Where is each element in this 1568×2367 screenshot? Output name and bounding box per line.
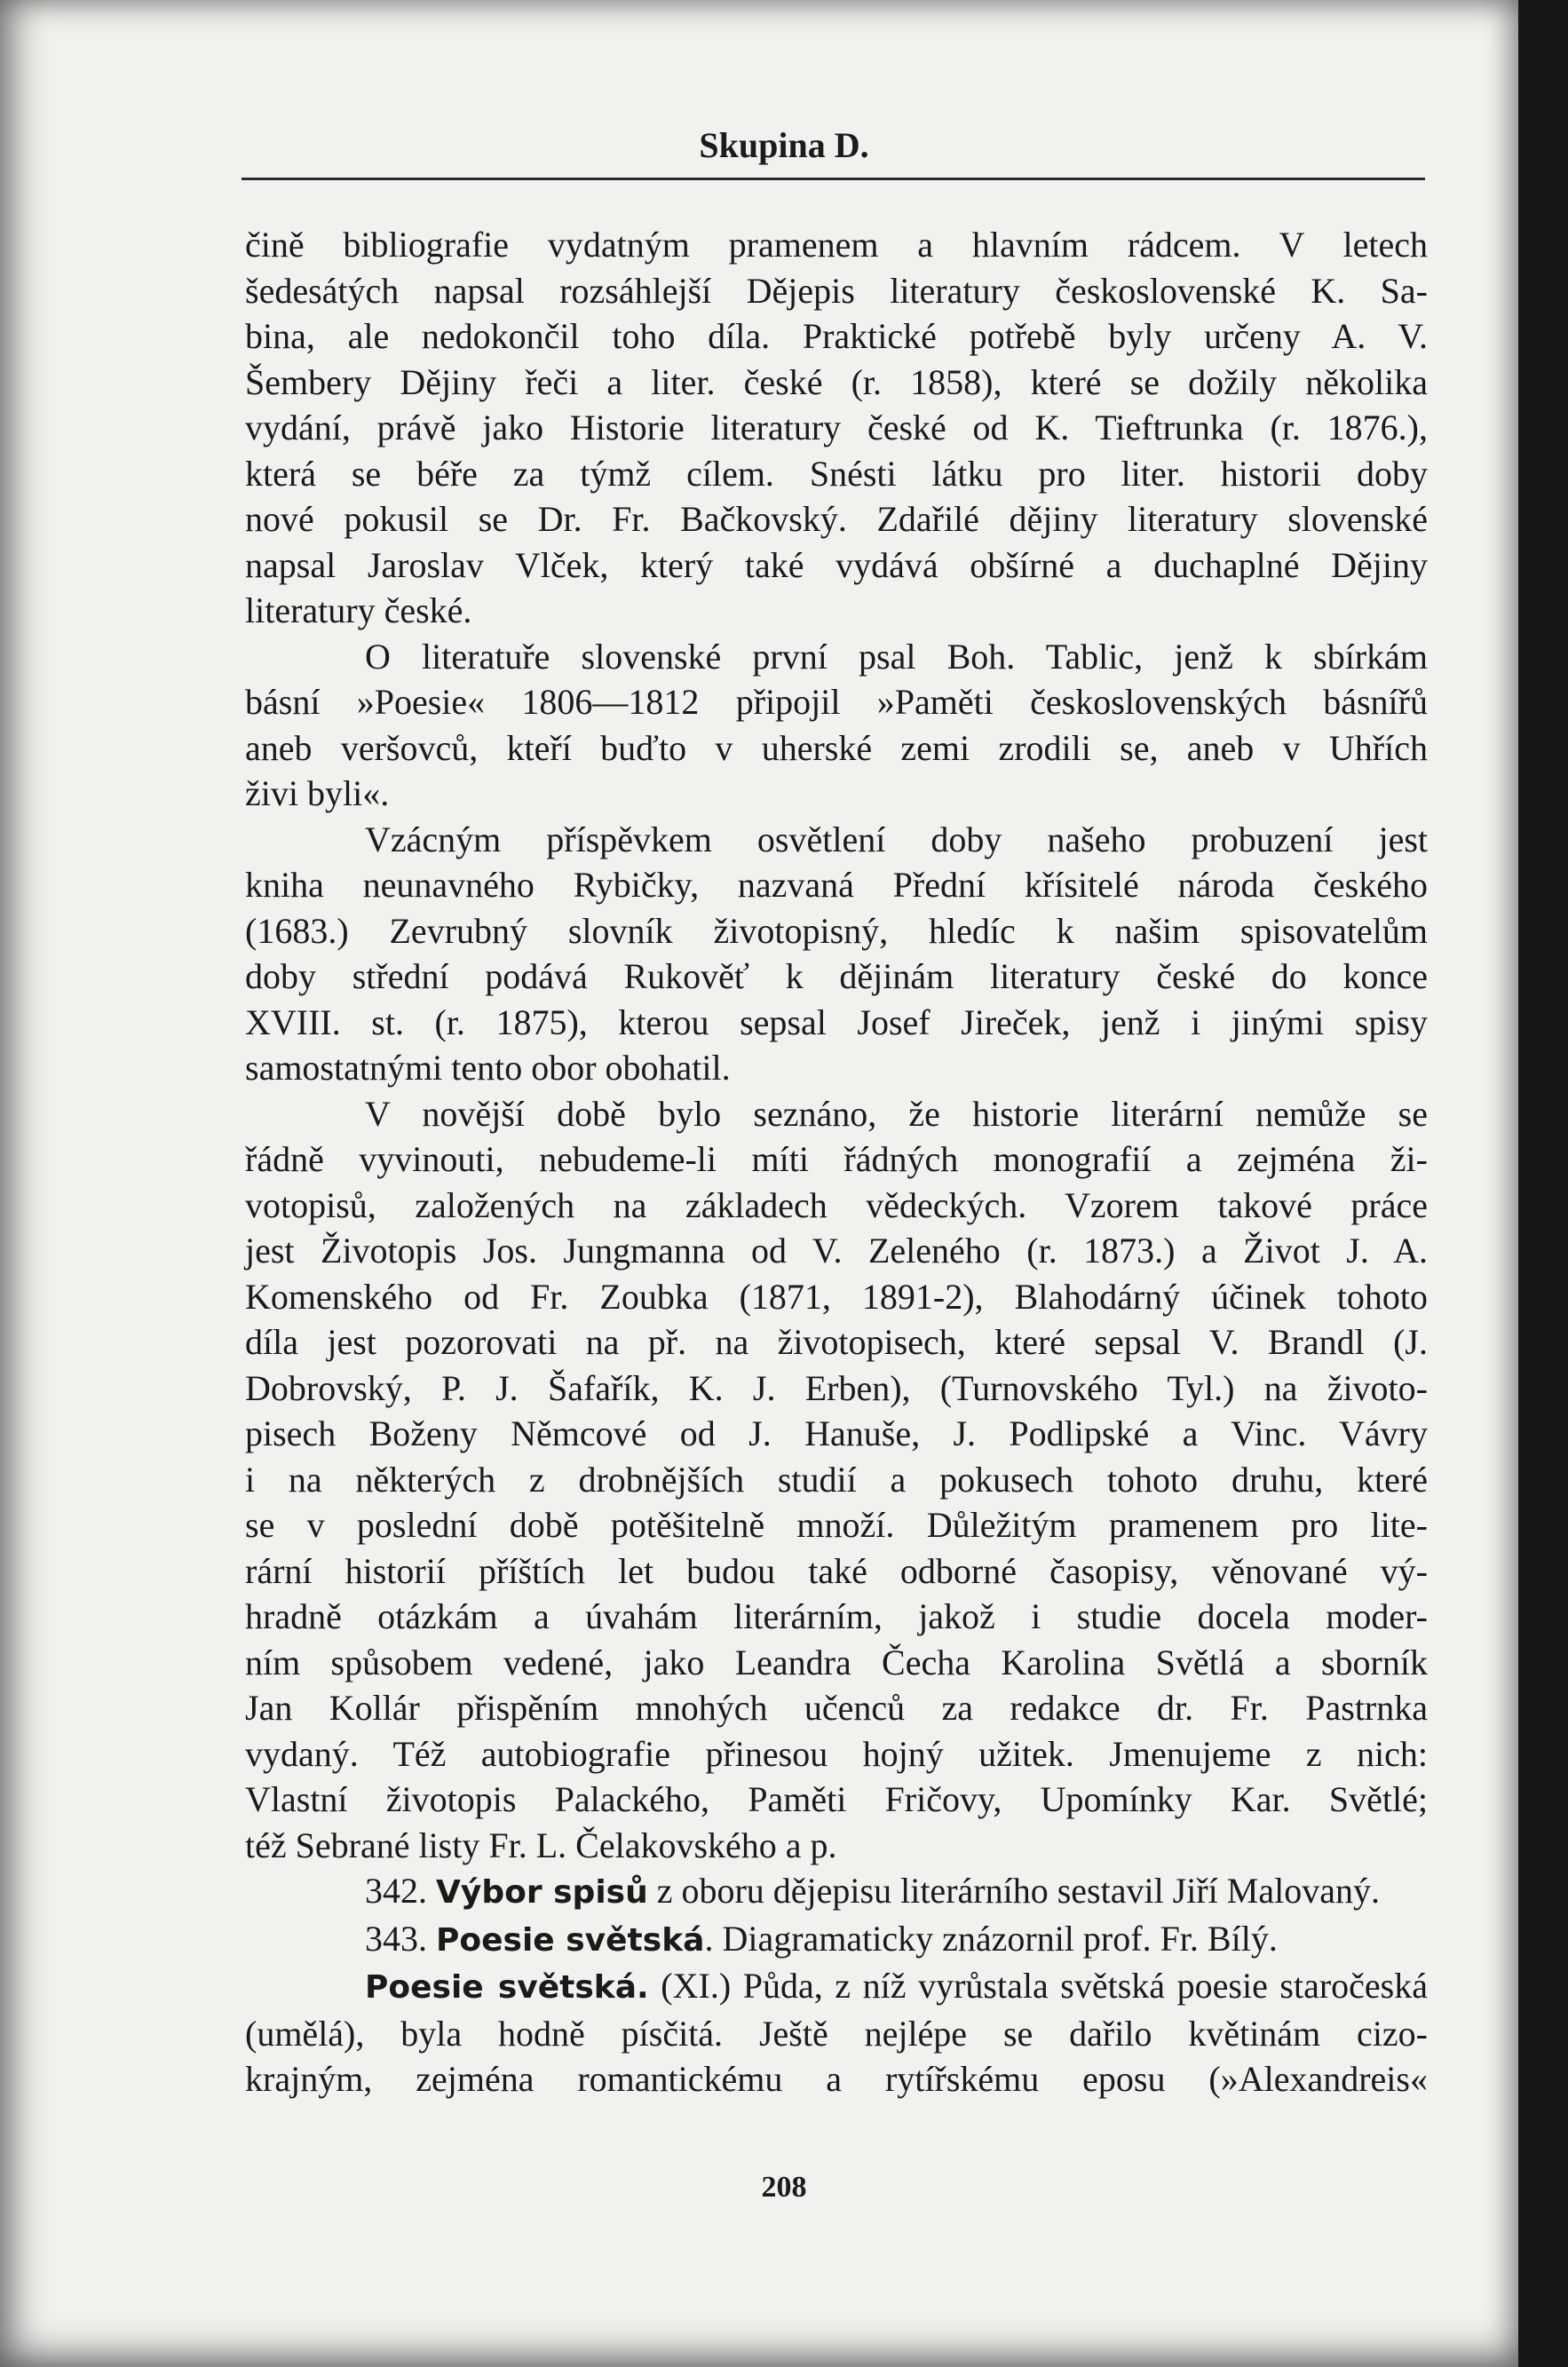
text-line: krajným, zejména romantickému a rytířskému eposu (»Alexandreis« <box>245 2059 1428 2099</box>
text-line: literatury české. <box>245 590 472 630</box>
text-line: samostatnými tento obor obohatil. <box>245 1048 731 1088</box>
text-line: pisech Boženy Němcové od J. Hanuše, J. Podlipské a Vinc. Vávry <box>245 1413 1428 1453</box>
section-item-342 <box>245 1868 1428 1916</box>
text-line: básní »Poesie« 1806—1812 připojil »Paměti československých básnířů <box>245 682 1428 722</box>
text-line: vydaný. Též autobiografie přinesou hojný užitek. Jmenujeme z nich: <box>245 1733 1428 1774</box>
section-item-343 <box>245 1916 1428 1964</box>
text-line: vydání, právě jako Historie literatury české od K. Tieftrunka (r. 1876.), <box>245 408 1428 447</box>
text-line: aneb veršovců, kteří buďto v uherské zemi zrodili se, aneb v Uhřích <box>245 727 1428 768</box>
text-line: ním spůsobem vedené, jako Leandra Čecha Karolina Světlá a sborník <box>245 1642 1428 1682</box>
text-line: Vlastní životopis Palackého, Paměti Fričovy, Upomínky Kar. Světlé; <box>245 1779 1428 1819</box>
text-line: která se béře za týmž cílem. Snésti látku pro liter. historii doby <box>245 453 1428 494</box>
text-line: bina, ale nedokončil toho díla. Praktické potřebě byly určeny A. V. <box>245 316 1428 356</box>
text-line: doby střední podává Rukověť k dějinám literatury české do konce <box>245 956 1428 996</box>
text-line: šedesátých napsal rozsáhlejší Dějepis literatury československé K. Sa- <box>245 270 1428 311</box>
body-text <box>245 222 1428 2102</box>
item-title: Výbor spisů <box>436 1874 648 1911</box>
text-line: V novější době bylo seznáno, že historie literární nemůže se <box>365 1093 1428 1134</box>
text-line: Komenského od Fr. Zoubka (1871, 1891-2), Blahodárný účinek tohoto <box>245 1276 1428 1317</box>
page-number: 208 <box>761 2171 807 2204</box>
text-line: jest Životopis Jos. Jungmanna od V. Zeleného (r. 1873.) a Život J. A. <box>245 1231 1428 1271</box>
text-line: též Sebrané listy Fr. L. Čelakovského a p. <box>245 1825 837 1865</box>
text-line: (1683.) Zevrubný slovník životopisný, hledíc k našim spisovatelům <box>245 910 1428 951</box>
text-line: rární historií příštích let budou také odborné časopisy, věnované vý- <box>245 1550 1428 1591</box>
text-line <box>245 1963 1428 2011</box>
text-line: napsal Jaroslav Vlček, který také vydává obšírné a duchaplné Dějiny <box>245 544 1428 585</box>
paragraph-text: (XI.) Půda, z níž vyrůstala světská poesie staročeská <box>648 1966 1428 2006</box>
paragraph-lead: Poesie světská. <box>365 1969 649 2006</box>
item-text: . Diagramaticky znázornil prof. Fr. Bílý. <box>704 1918 1278 1959</box>
item-number: 343. <box>365 1918 427 1959</box>
text-line: čině bibliografie vydatným pramenem a hlavním rádcem. V letech <box>245 225 1428 265</box>
item-number: 342. <box>365 1871 427 1911</box>
text-line: Dobrovský, P. J. Šafařík, K. J. Erben), (Turnovského Tyl.) na životo- <box>245 1367 1428 1408</box>
text-line: díla jest pozorovati na př. na životopisech, které sepsal V. Brandl (J. <box>245 1322 1428 1362</box>
item-text: z oboru dějepisu literárního sestavil Jiří Malovaný. <box>647 1871 1380 1911</box>
text-line: Vzácným příspěvkem osvětlení doby našeho probuzení jest <box>365 819 1428 859</box>
text-line: hradně otázkám a úvahám literárním, jakož i studie docela moder- <box>245 1596 1428 1636</box>
text-line: řádně vyvinouti, nebudeme-li míti řádných monografií a zejména ži- <box>245 1139 1428 1179</box>
text-line: (umělá), byla hodně písčitá. Ještě nejlépe se dařilo květinám cizo- <box>245 2013 1428 2054</box>
text-line: Šembery Dějiny řeči a liter. české (r. 1858), které se dožily několika <box>245 361 1428 402</box>
header-rule <box>242 178 1425 180</box>
text-line: kniha neunavného Rybičky, nazvaná Přední křísitelé národa českého <box>245 865 1428 905</box>
text-line: XVIII. st. (r. 1875), kterou sepsal Josef Jireček, jenž i jinými spisy <box>245 1001 1428 1042</box>
text-line: se v poslední době potěšitelně množí. Důležitým pramenem pro lite- <box>245 1505 1428 1545</box>
text-line: votopisů, založených na základech vědeckých. Vzorem takové práce <box>245 1184 1428 1225</box>
item-title: Poesie světská <box>436 1921 705 1959</box>
text-line: i na některých z drobnějších studií a pokusech tohoto druhu, které <box>245 1459 1428 1500</box>
text-line: nové pokusil se Dr. Fr. Bačkovský. Zdařilé dějiny literatury slovenské <box>245 499 1428 539</box>
running-header: Skupina D. <box>699 125 869 165</box>
text-line: O literatuře slovenské první psal Boh. Tablic, jenž k sbírkám <box>365 636 1428 677</box>
text-line: Jan Kollár přispěním mnohých učenců za redakce dr. Fr. Pastrnka <box>245 1688 1428 1728</box>
text-line: živi byli«. <box>245 773 390 813</box>
